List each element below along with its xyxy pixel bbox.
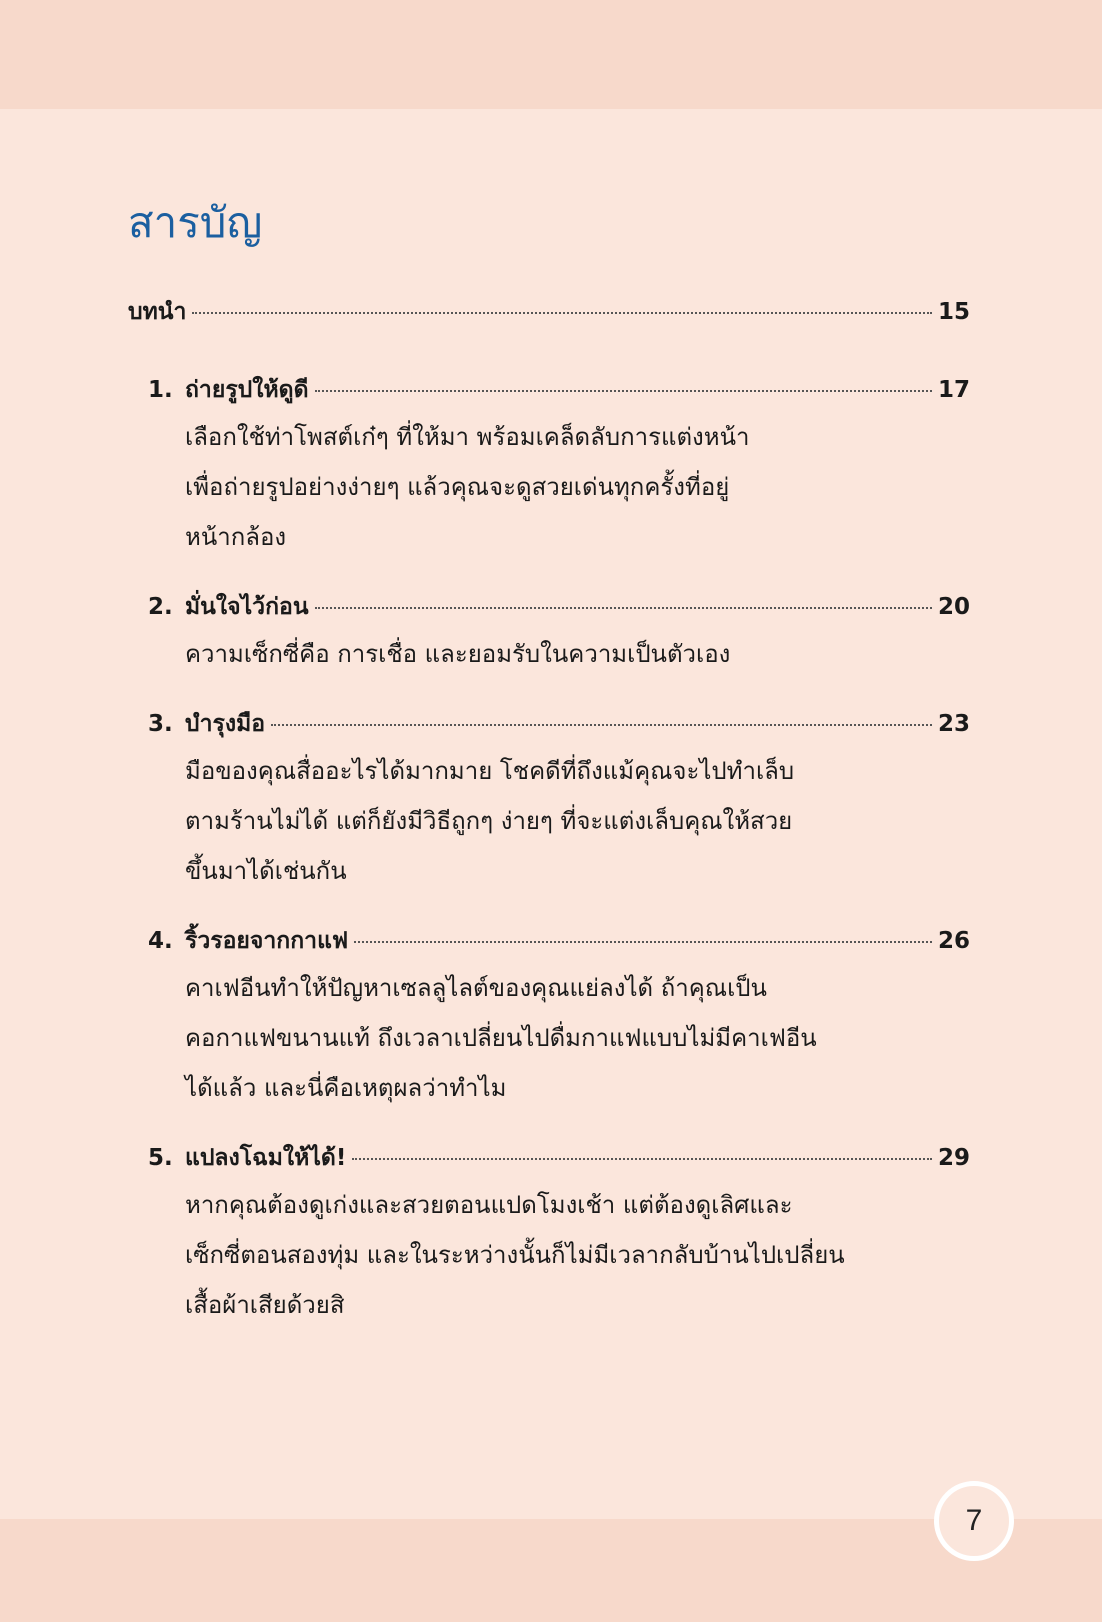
description-line: คาเฟอีนทำให้ปัญหาเซลลูไลต์ของคุณแย่ลงได้ ถ้าคุณเป็น bbox=[185, 974, 767, 1002]
entry-number: 2. bbox=[148, 594, 173, 620]
entry-title: ริ้วรอยจากกาแฟ bbox=[185, 928, 349, 954]
description-line: มือของคุณสื่ออะไรได้มากมาย โชคดีที่ถึงแม้คุณจะไปทำเล็บ bbox=[185, 757, 795, 785]
toc-entry-5 bbox=[128, 1140, 970, 1330]
entry-description bbox=[128, 746, 905, 896]
entry-title: บำรุงมือ bbox=[185, 711, 266, 737]
page-number-badge bbox=[934, 1481, 1014, 1561]
toc-entry-row[interactable] bbox=[128, 372, 970, 412]
toc-entry-row[interactable] bbox=[128, 1140, 970, 1180]
entry-page-number: 26 bbox=[937, 928, 970, 954]
intro-page-number: 15 bbox=[937, 299, 970, 325]
entry-number: 5. bbox=[148, 1145, 173, 1171]
entry-description bbox=[128, 1180, 905, 1330]
table-of-contents bbox=[128, 294, 970, 1357]
description-line: ขึ้นมาได้เช่นกัน bbox=[185, 857, 347, 885]
entry-description bbox=[128, 412, 905, 562]
description-line: ความเซ็กซี่คือ การเชื่อ และยอมรับในความเป็นตัวเอง bbox=[185, 640, 731, 668]
entry-page-number: 23 bbox=[937, 711, 970, 737]
description-line: คอกาแฟขนานแท้ ถึงเวลาเปลี่ยนไปดื่มกาแฟแบบไม่มีคาเฟอีน bbox=[185, 1024, 817, 1052]
dot-leader bbox=[354, 941, 932, 943]
dot-leader bbox=[352, 1158, 932, 1160]
toc-entry-row[interactable] bbox=[128, 706, 970, 746]
entry-page-number: 20 bbox=[937, 594, 970, 620]
entry-number: 1. bbox=[148, 377, 173, 403]
description-line: ตามร้านไม่ได้ แต่ก็ยังมีวิธีถูกๆ ง่ายๆ ที่จะแต่งเล็บคุณให้สวย bbox=[185, 807, 793, 835]
description-line: ได้แล้ว และนี่คือเหตุผลว่าทำไม bbox=[185, 1074, 507, 1102]
dot-leader bbox=[315, 607, 932, 609]
entry-title: มั่นใจไว้ก่อน bbox=[185, 594, 309, 620]
toc-entry-4 bbox=[128, 923, 970, 1113]
toc-entry-3 bbox=[128, 706, 970, 896]
description-line: เพื่อถ่ายรูปอย่างง่ายๆ แล้วคุณจะดูสวยเด่นทุกครั้งที่อยู่ bbox=[185, 473, 730, 501]
entry-page-number: 29 bbox=[937, 1145, 970, 1171]
description-line: เสื้อผ้าเสียด้วยสิ bbox=[185, 1291, 345, 1319]
entry-description bbox=[128, 629, 905, 679]
dot-leader bbox=[271, 724, 932, 726]
description-line: หน้ากล้อง bbox=[185, 523, 287, 551]
top-band bbox=[0, 0, 1102, 109]
toc-entry-row[interactable] bbox=[128, 923, 970, 963]
intro-label: บทนำ bbox=[128, 299, 187, 325]
entry-number: 4. bbox=[148, 928, 173, 954]
description-line: เซ็กซี่ตอนสองทุ่ม และในระหว่างนั้นก็ไม่มีเวลากลับบ้านไปเปลี่ยน bbox=[185, 1241, 845, 1269]
toc-heading: สารบัญ bbox=[128, 198, 263, 247]
entry-title: แปลงโฉมให้ได้! bbox=[185, 1145, 347, 1171]
entry-description bbox=[128, 963, 905, 1113]
dot-leader bbox=[192, 312, 932, 314]
description-line: หากคุณต้องดูเก่งและสวยตอนแปดโมงเช้า แต่ต้องดูเลิศและ bbox=[185, 1191, 793, 1219]
entry-page-number: 17 bbox=[937, 377, 970, 403]
toc-entry-row[interactable] bbox=[128, 589, 970, 629]
page-number: 7 bbox=[965, 1504, 983, 1537]
toc-entry-2 bbox=[128, 589, 970, 679]
toc-intro-row[interactable] bbox=[128, 294, 970, 334]
description-line: เลือกใช้ท่าโพสต์เก๋ๆ ที่ให้มา พร้อมเคล็ดลับการแต่งหน้า bbox=[185, 423, 750, 451]
dot-leader bbox=[315, 390, 932, 392]
entry-number: 3. bbox=[148, 711, 173, 737]
toc-entry-1 bbox=[128, 372, 970, 562]
entry-title: ถ่ายรูปให้ดูดี bbox=[185, 377, 309, 403]
